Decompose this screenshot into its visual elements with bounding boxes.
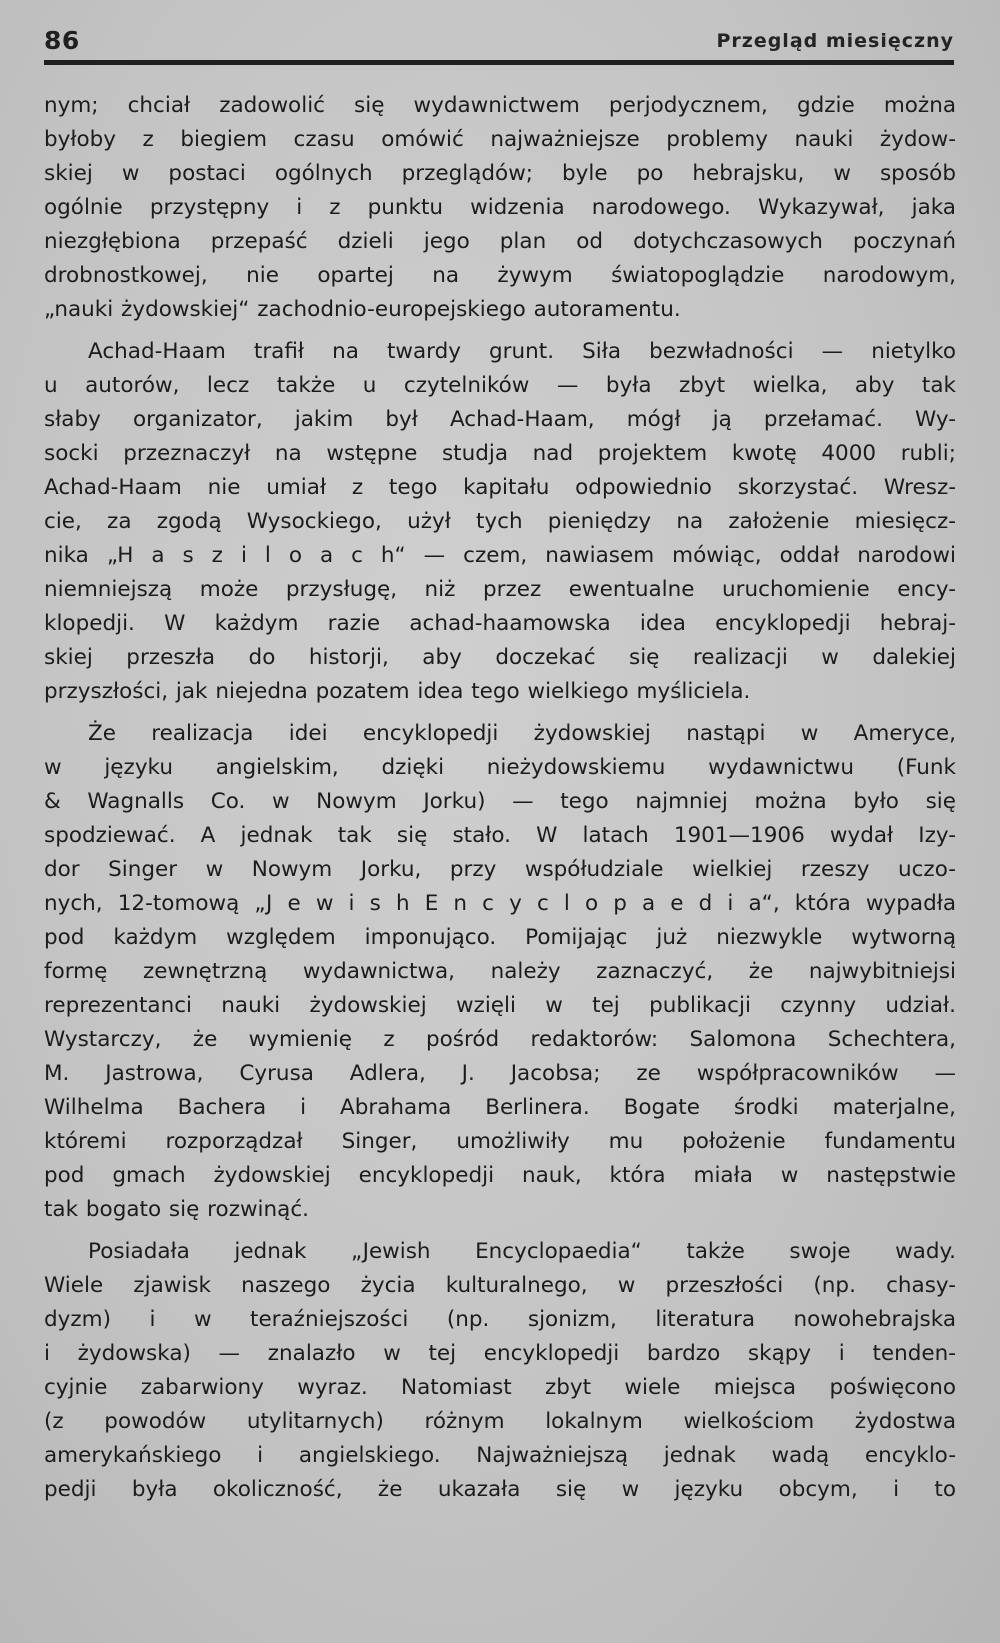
text-line: dor Singer w Nowym Jorku, przy współudziale wielkiej rzeszy uczo-: [44, 857, 956, 882]
text-line: Że realizacja idei encyklopedji żydowskiej nastąpi w Ameryce,: [88, 721, 956, 746]
text-line: u autorów, lecz także u czytelników — była zbyt wielka, aby tak: [44, 373, 956, 398]
text-line: niezgłębiona przepaść dzieli jego plan od dotychczasowych poczynań: [44, 229, 956, 254]
text-line: ogólnie przystępny i z punktu widzenia narodowego. Wykazywał, jaka: [44, 195, 956, 220]
page-header: [44, 26, 954, 60]
text-line: pedji była okoliczność, że ukazała się w języku obcym, i to: [44, 1477, 956, 1502]
text-line: tak bogato się rozwinąć.: [44, 1197, 309, 1222]
text-line: cie, za zgodą Wysockiego, użył tych pieniędzy na założenie miesięcz-: [44, 509, 956, 534]
text-line: nym; chciał zadowolić się wydawnictwem perjodycznem, gdzie można: [44, 93, 956, 118]
text-line: socki przeznaczył na wstępne studja nad projektem kwotę 4000 rubli;: [44, 441, 956, 466]
text-line: któremi rozporządzał Singer, umożliwiły mu położenie fundamentu: [44, 1129, 956, 1154]
text-line: & Wagnalls Co. w Nowym Jorku) — tego najmniej można było się: [44, 789, 956, 814]
text-line: w języku angielskim, dzięki nieżydowskiemu wydawnictwu (Funk: [44, 755, 956, 780]
text-line: słaby organizator, jakim był Achad-Haam, mógł ją przełamać. Wy-: [44, 407, 956, 432]
text-line: klopedji. W każdym razie achad-haamowska idea encyklopedji hebraj-: [44, 611, 956, 636]
text-line: byłoby z biegiem czasu omówić najważniejsze problemy nauki żydow-: [44, 127, 956, 152]
page-number: 86: [44, 26, 80, 55]
paragraph: [44, 1235, 956, 1507]
text-line: dyzm) i w teraźniejszości (np. sjonizm, literatura nowohebrajska: [44, 1307, 956, 1332]
text-line: nika „H a s z i l o a c h“ — czem, nawiasem mówiąc, oddał narodowi: [44, 543, 956, 568]
text-line: i żydowska) — znalazło w tej encyklopedji bardzo skąpy i tenden-: [44, 1341, 956, 1366]
text-line: „nauki żydowskiej“ zachodnio-europejskiego autoramentu.: [44, 297, 681, 322]
text-line: Wystarczy, że wymienię z pośród redaktorów: Salomona Schechtera,: [44, 1027, 956, 1052]
text-line: M. Jastrowa, Cyrusa Adlera, J. Jacobsa; ze współpracowników —: [44, 1061, 956, 1086]
text-line: cyjnie zabarwiony wyraz. Natomiast zbyt wiele miejsca poświęcono: [44, 1375, 956, 1400]
text-line: reprezentanci nauki żydowskiej wzięli w tej publikacji czynny udział.: [44, 993, 956, 1018]
text-line: niemniejszą może przysługę, niż przez ewentualne uruchomienie ency-: [44, 577, 956, 602]
text-line: nych, 12-tomową „J e w i s h E n c y c l o p a e d i a“, która wypadła: [44, 891, 956, 916]
text-line: skiej w postaci ogólnych przeglądów; byle po hebrajsku, w sposób: [44, 161, 956, 186]
text-line: (z powodów utylitarnych) różnym lokalnym wielkościom żydostwa: [44, 1409, 956, 1434]
text-line: Wiele zjawisk naszego życia kulturalnego, w przeszłości (np. chasy-: [44, 1273, 956, 1298]
header-rule: [44, 60, 954, 65]
paragraph: [44, 89, 956, 327]
text-line: pod każdym względem imponująco. Pomijając już niezwykle wytworną: [44, 925, 956, 950]
paragraph: [44, 335, 956, 709]
text-line: pod gmach żydowskiej encyklopedji nauk, która miała w następstwie: [44, 1163, 956, 1188]
text-line: Posiadała jednak „Jewish Encyclopaedia“ także swoje wady.: [88, 1239, 956, 1264]
running-head: Przegląd miesięczny: [716, 30, 954, 52]
text-line: Wilhelma Bachera i Abrahama Berlinera. Bogate środki materjalne,: [44, 1095, 956, 1120]
text-line: Achad-Haam nie umiał z tego kapitału odpowiednio skorzystać. Wresz-: [44, 475, 956, 500]
text-line: formę zewnętrzną wydawnictwa, należy zaznaczyć, że najwybitniejsi: [44, 959, 956, 984]
paragraph: [44, 717, 956, 1227]
text-line: przyszłości, jak niejedna pozatem idea tego wielkiego myśliciela.: [44, 679, 751, 704]
text-line: drobnostkowej, nie opartej na żywym światopoglądzie narodowym,: [44, 263, 956, 288]
text-line: skiej przeszła do historji, aby doczekać się realizacji w dalekiej: [44, 645, 956, 670]
text-line: spodziewać. A jednak tak się stało. W latach 1901—1906 wydał Izy-: [44, 823, 956, 848]
body-text: [44, 89, 956, 1507]
text-line: amerykańskiego i angielskiego. Najważniejszą jednak wadą encyklo-: [44, 1443, 956, 1468]
text-line: Achad-Haam trafił na twardy grunt. Siła bezwładności — nietylko: [88, 339, 956, 364]
